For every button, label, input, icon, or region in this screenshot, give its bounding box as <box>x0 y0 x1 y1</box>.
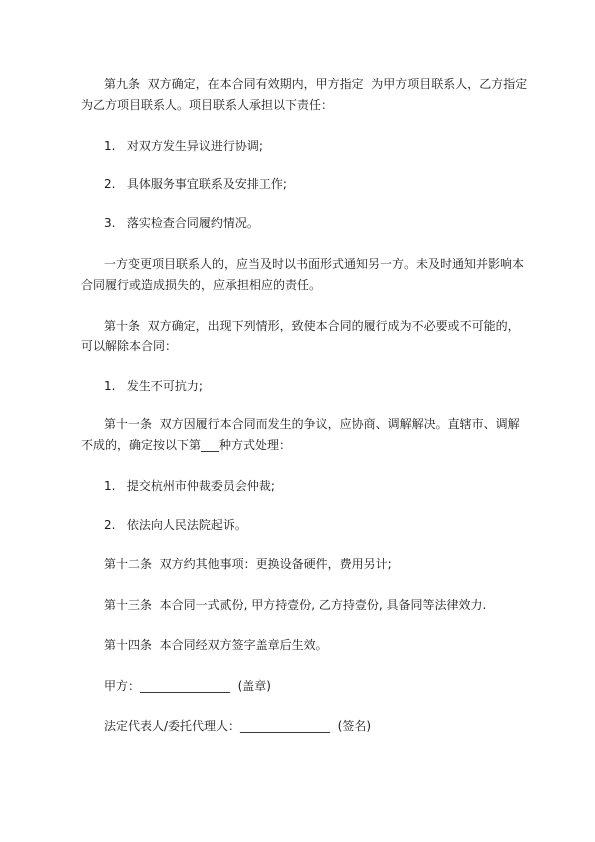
clause-9-line-2: 为乙方项目联系人。项目联系人承担以下责任： <box>81 98 334 112</box>
clause-10-line-1: 第十条 双方确定，出现下列情形，致使本合同的履行成为不必要或不可能的， <box>104 319 520 333</box>
clause-11-item-1: 1. 提交杭州市仲裁委员会仲裁; <box>104 479 275 493</box>
change-contact-line-1: 一方变更项目联系人的，应当及时以书面形式通知另一方。未及时通知并影响本 <box>104 257 525 271</box>
clause-9-item-1: 1. 对双方发生异议进行协调; <box>104 139 263 153</box>
clause-10-line-2: 可以解除本合同： <box>81 339 178 353</box>
clause-13: 第十三条 本合同一式贰份, 甲方持壹份, 乙方持壹份, 具备同等法律效力. <box>104 598 487 612</box>
clause-11-line-1: 第十一条 双方因履行本合同而发生的争议，应协商、调解解决。直辖市、调解 <box>104 417 520 431</box>
party-a-signature: 甲方：_______________ (盖章) <box>104 679 271 693</box>
clause-14: 第十四条 本合同经双方签字盖章后生效。 <box>104 638 328 652</box>
clause-9-line-1: 第九条 双方确定，在本合同有效期内，甲方指定 为甲方项目联系人，乙方指定 <box>104 77 528 91</box>
clause-10-item-1: 1. 发生不可抗力; <box>104 379 203 393</box>
change-contact-line-2: 合同履行或造成损失的，应承担相应的责任。 <box>81 278 322 292</box>
representative-signature: 法定代表人/委托代理人：_______________ (签名) <box>104 719 372 733</box>
clause-12: 第十二条 双方约其他事项：更换设备硬件，费用另计; <box>104 557 392 571</box>
clause-11-item-2: 2. 依法向人民法院起诉。 <box>104 518 247 532</box>
clause-9-item-2: 2. 具体服务事宜联系及安排工作; <box>104 177 287 191</box>
clause-11-line-2: 不成的，确定按以下第___种方式处理： <box>81 438 292 452</box>
clause-9-item-3: 3. 落实检查合同履约情况。 <box>104 216 259 230</box>
